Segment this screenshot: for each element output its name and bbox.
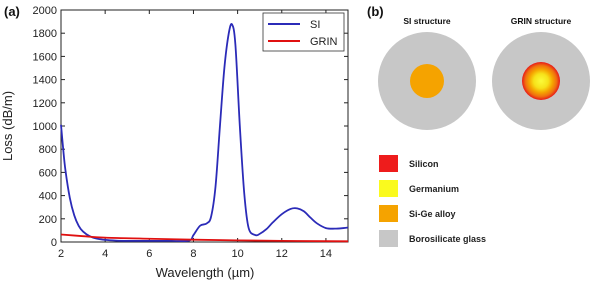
chart-legend: [263, 13, 344, 51]
x-tick-label: 6: [146, 248, 153, 260]
y-tick-label: 1000: [32, 121, 57, 133]
series-line-si: [61, 24, 348, 241]
material-swatch-silicon: [379, 155, 398, 172]
legend-label-grin: GRIN: [310, 36, 338, 48]
y-tick-label: 200: [38, 213, 57, 226]
y-tick-label: 1600: [32, 51, 57, 64]
y-tick-label: 400: [38, 190, 57, 203]
x-tick-label: 10: [231, 248, 244, 260]
x-tick-label: 4: [102, 248, 109, 260]
x-tick-label: 12: [275, 248, 288, 260]
panel-b-label: (b): [367, 4, 384, 19]
series-layer: [61, 24, 348, 241]
y-tick-label: 600: [38, 167, 57, 180]
y-axis-title: Loss (dB/m): [0, 90, 15, 162]
material-label-germanium: Germanium: [409, 184, 460, 194]
si-structure-diagram: [378, 32, 476, 130]
y-tick-label: 2000: [32, 5, 57, 17]
grin-structure-title: GRIN structure: [510, 16, 572, 26]
y-tick-label: 800: [38, 144, 57, 157]
si-core-disc: [410, 64, 444, 98]
x-tick-label: 8: [190, 248, 197, 260]
legend-label-si: SI: [310, 19, 321, 31]
material-swatch-borosilicate-glass: [379, 230, 398, 247]
panel-a-label: (a): [4, 4, 20, 19]
grin-core-disc: [522, 62, 560, 100]
si-structure-title: SI structure: [403, 16, 451, 26]
material-label-si-ge-alloy: Si-Ge alloy: [409, 209, 456, 219]
material-label-silicon: Silicon: [409, 159, 439, 169]
y-tick-label: 0: [50, 237, 57, 249]
material-swatch-germanium: [379, 180, 398, 197]
material-swatch-si-ge-alloy: [379, 205, 398, 222]
material-label-borosilicate-glass: Borosilicate glass: [409, 234, 487, 244]
x-tick-label: 14: [319, 248, 333, 260]
y-tick-label: 1200: [32, 97, 57, 110]
materials-legend: [379, 155, 486, 247]
y-tick-label: 1800: [32, 28, 57, 41]
grin-structure-diagram: [492, 32, 590, 130]
x-tick-label: 2: [57, 248, 65, 260]
x-axis-title: Wavelength (µm): [155, 265, 255, 280]
y-tick-label: 1400: [32, 74, 57, 87]
